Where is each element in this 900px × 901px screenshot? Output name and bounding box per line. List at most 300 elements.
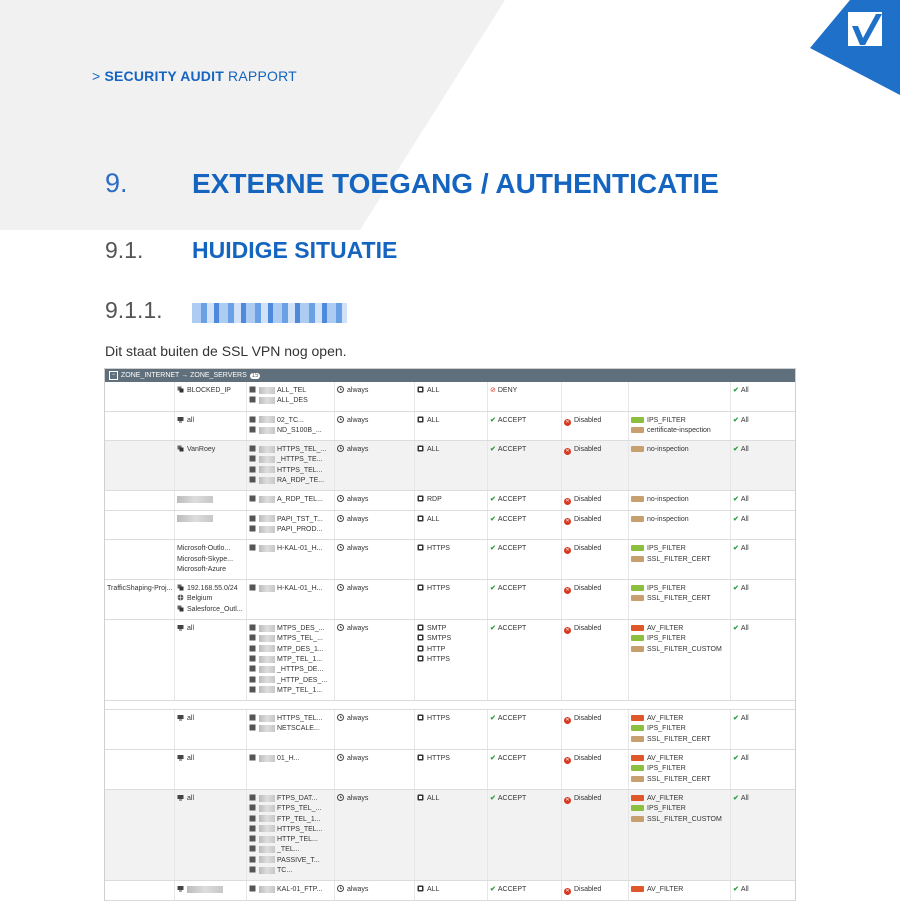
destination-line	[249, 426, 332, 436]
address-icon	[177, 386, 184, 393]
table-row[interactable]	[105, 881, 795, 900]
schedule-icon	[337, 584, 344, 591]
name-cell	[105, 491, 175, 509]
nat-cell	[562, 441, 629, 490]
schedule-line	[337, 515, 412, 525]
destination-line	[249, 845, 332, 855]
service-line	[417, 885, 485, 895]
source-line	[177, 495, 244, 505]
nat-line	[564, 515, 626, 525]
profile-line	[631, 794, 728, 804]
object-icon	[249, 804, 256, 811]
table-row[interactable]	[105, 620, 795, 701]
destination-value: HTTP_TEL...	[277, 836, 318, 844]
destination-value: H-KAL-01_H...	[277, 545, 323, 553]
security-profiles-cell	[629, 580, 731, 619]
service-value: HTTPS	[427, 545, 450, 553]
schedule-icon	[337, 544, 344, 551]
disabled-icon: ✕	[565, 717, 570, 724]
redacted-value	[259, 815, 275, 822]
checkmark-icon: ✔	[490, 545, 496, 553]
log-cell	[731, 382, 793, 411]
destination-line	[249, 416, 332, 426]
profile-value: IPS_FILTER	[647, 635, 686, 643]
action-value: DENY	[497, 387, 518, 394]
profile-value: SSL_FILTER_CUSTOM	[647, 645, 722, 653]
object-icon	[249, 754, 256, 761]
security-profiles-cell	[629, 441, 731, 490]
action-line	[490, 445, 559, 455]
destination-value: MTPS_DES_...	[277, 625, 325, 633]
action-cell	[488, 491, 562, 509]
schedule-icon	[337, 794, 344, 801]
schedule-icon	[337, 885, 344, 892]
action-value: ACCEPT	[497, 545, 527, 553]
source-value: 192.168.55.0/24	[187, 585, 238, 593]
destination-value: FTPS_DAT...	[277, 794, 318, 802]
log-value: All	[740, 585, 749, 593]
disabled-icon: ✕	[565, 757, 570, 764]
profile-line	[631, 624, 728, 634]
destination-line	[249, 655, 332, 665]
checkmark-icon: ✔	[490, 446, 496, 454]
source-line	[177, 445, 244, 455]
action-line	[490, 754, 559, 764]
destination-cell	[247, 620, 335, 700]
object-icon	[249, 525, 256, 532]
network-icon	[177, 794, 184, 801]
destination-cell	[247, 441, 335, 490]
log-value: All	[740, 387, 749, 394]
service-value: HTTPS	[427, 755, 450, 763]
service-icon	[417, 794, 424, 801]
redacted-value	[259, 427, 275, 434]
profile-value: IPS_FILTER	[647, 545, 686, 553]
address-icon	[177, 445, 184, 452]
ssl-profile-icon	[631, 595, 644, 601]
schedule-value: always	[347, 515, 369, 523]
header-rest: RAPPORT	[223, 68, 297, 84]
service-line	[417, 655, 485, 665]
schedule-cell	[335, 620, 415, 700]
schedule-icon	[337, 714, 344, 721]
schedule-line	[337, 495, 412, 505]
security-profiles-cell	[629, 790, 731, 880]
profile-line	[631, 645, 728, 655]
profile-value: AV_FILTER	[647, 715, 684, 723]
destination-cell	[247, 382, 335, 411]
name-cell	[105, 382, 175, 411]
service-line	[417, 624, 485, 634]
schedule-value: always	[347, 416, 369, 424]
service-cell	[415, 750, 488, 789]
schedule-value: always	[347, 715, 369, 723]
destination-value: 02_TC...	[277, 416, 304, 424]
service-icon	[417, 416, 424, 423]
profile-value: certificate-inspection	[647, 426, 711, 434]
service-cell	[415, 412, 488, 441]
destination-value: MTP_DES_1...	[277, 645, 324, 653]
service-icon	[417, 544, 424, 551]
destination-cell	[247, 750, 335, 789]
destination-value: PASSIVE_T...	[277, 856, 320, 864]
nat-value: Disabled	[574, 886, 602, 894]
profile-line	[631, 426, 728, 436]
destination-line	[249, 495, 332, 505]
action-cell	[488, 511, 562, 540]
ssl-profile-icon	[631, 776, 644, 782]
object-icon	[249, 386, 256, 393]
service-value: ALL	[427, 446, 440, 454]
table-row[interactable]	[105, 511, 795, 541]
service-icon	[417, 445, 424, 452]
checkmark-icon: ✔	[490, 515, 496, 523]
action-value: ACCEPT	[497, 416, 527, 424]
table-row[interactable]	[105, 491, 795, 510]
service-value: ALL	[427, 515, 440, 523]
destination-value: H-KAL-01_H...	[277, 585, 323, 593]
profile-line	[631, 515, 728, 525]
schedule-cell	[335, 790, 415, 880]
log-line	[733, 544, 791, 554]
object-icon	[249, 495, 256, 502]
source-cell	[175, 620, 247, 700]
firewall-policy-table	[104, 368, 796, 901]
schedule-line	[337, 794, 412, 804]
object-icon	[249, 724, 256, 731]
disabled-icon: ✕	[565, 796, 570, 803]
nat-value: Disabled	[574, 755, 602, 763]
service-icon	[417, 714, 424, 721]
nat-cell	[562, 710, 629, 749]
check-circle-icon: ✔	[733, 387, 739, 394]
nat-value: Disabled	[574, 515, 602, 523]
object-icon	[249, 815, 256, 822]
destination-line	[249, 584, 332, 594]
security-profiles-cell	[629, 710, 731, 749]
service-line	[417, 645, 485, 655]
action-cell	[488, 881, 562, 899]
name-cell	[105, 620, 175, 700]
service-value: ALL	[427, 387, 440, 394]
table-row[interactable]	[105, 710, 795, 750]
destination-cell	[247, 511, 335, 540]
schedule-cell	[335, 540, 415, 579]
profile-line	[631, 544, 728, 554]
service-cell	[415, 540, 488, 579]
name-cell	[105, 540, 175, 579]
action-line	[490, 794, 559, 804]
check-circle-icon: ✔	[733, 416, 739, 424]
destination-value: NETSCALE...	[277, 725, 320, 733]
disabled-icon: ✕	[565, 517, 570, 524]
check-circle-icon: ✔	[733, 625, 739, 633]
log-value: All	[740, 625, 749, 633]
nat-value: Disabled	[574, 496, 602, 504]
log-cell	[731, 412, 793, 441]
redacted-value	[259, 456, 275, 463]
av-profile-icon	[631, 795, 644, 801]
log-value: All	[740, 545, 749, 553]
redacted-value	[259, 666, 275, 673]
profile-line	[631, 764, 728, 774]
profile-value: no-inspection	[647, 496, 689, 504]
redacted-value	[259, 686, 275, 693]
destination-line	[249, 866, 332, 876]
security-profiles-cell	[629, 382, 731, 411]
table-row[interactable]	[105, 441, 795, 491]
nat-cell	[562, 881, 629, 899]
av-profile-icon	[631, 755, 644, 761]
source-value: VanRoey	[187, 446, 216, 454]
destination-line	[249, 835, 332, 845]
log-line	[733, 624, 791, 634]
action-line	[490, 624, 559, 634]
heading-1-number: 9.	[105, 168, 128, 198]
schedule-line	[337, 416, 412, 426]
source-line	[177, 565, 244, 575]
log-line	[733, 495, 791, 505]
object-icon	[249, 655, 256, 662]
destination-value: ALL_TEL	[277, 387, 307, 394]
schedule-cell	[335, 710, 415, 749]
object-icon	[249, 714, 256, 721]
nat-line	[564, 445, 626, 455]
destination-line	[249, 676, 332, 686]
log-cell	[731, 511, 793, 540]
redacted-value	[259, 515, 275, 522]
ssl-profile-icon	[631, 646, 644, 652]
profile-value: no-inspection	[647, 515, 689, 523]
destination-line	[249, 885, 332, 895]
check-circle-icon: ✔	[733, 794, 739, 802]
source-value: all	[187, 625, 195, 633]
schedule-cell	[335, 412, 415, 441]
profile-line	[631, 735, 728, 745]
redacted-value	[259, 867, 275, 874]
schedule-value: always	[347, 755, 369, 763]
security-profiles-cell	[629, 750, 731, 789]
service-cell	[415, 441, 488, 490]
heading-1-text: EXTERNE TOEGANG / AUTHENTICATIE	[192, 168, 719, 199]
service-line	[417, 714, 485, 724]
action-value: ACCEPT	[497, 794, 527, 802]
profile-value: SSL_FILTER_CERT	[647, 595, 711, 603]
destination-value: RA_RDP_TE...	[277, 477, 325, 485]
table-row[interactable]	[105, 750, 795, 790]
service-cell	[415, 511, 488, 540]
action-value: ACCEPT	[497, 515, 527, 523]
service-icon	[417, 754, 424, 761]
table-row[interactable]	[105, 382, 795, 412]
action-line	[490, 515, 559, 525]
redacted-value	[259, 725, 275, 732]
action-line	[490, 386, 559, 396]
check-circle-icon: ✔	[733, 446, 739, 454]
source-cell	[175, 750, 247, 789]
source-value: all	[187, 794, 195, 802]
action-cell	[488, 441, 562, 490]
redacted-value	[259, 416, 275, 423]
destination-value: PAPI_PROD...	[277, 525, 323, 533]
destination-value: ALL_DES	[277, 397, 308, 405]
action-cell	[488, 620, 562, 700]
schedule-cell	[335, 580, 415, 619]
schedule-icon	[337, 515, 344, 522]
table-row[interactable]	[105, 540, 795, 580]
log-value: All	[740, 416, 749, 424]
table-row[interactable]	[105, 412, 795, 442]
action-value: ACCEPT	[497, 496, 527, 504]
service-value: ALL	[427, 794, 440, 802]
destination-line	[249, 794, 332, 804]
redacted-value	[259, 387, 275, 394]
av-profile-icon	[631, 625, 644, 631]
log-cell	[731, 441, 793, 490]
schedule-value: always	[347, 794, 369, 802]
source-line	[177, 794, 244, 804]
object-icon	[249, 426, 256, 433]
profile-line	[631, 594, 728, 604]
schedule-cell	[335, 441, 415, 490]
header-bold: SECURITY AUDIT	[104, 68, 224, 84]
service-value: HTTPS	[427, 585, 450, 593]
service-cell	[415, 881, 488, 899]
schedule-line	[337, 885, 412, 895]
action-value: ACCEPT	[497, 585, 527, 593]
security-profiles-cell	[629, 491, 731, 509]
log-cell	[731, 580, 793, 619]
redacted-value	[259, 805, 275, 812]
object-icon	[249, 885, 256, 892]
name-cell	[105, 441, 175, 490]
nat-cell	[562, 511, 629, 540]
ssl-profile-icon	[631, 556, 644, 562]
schedule-line	[337, 714, 412, 724]
nat-value: Disabled	[574, 416, 602, 424]
disabled-icon: ✕	[565, 888, 570, 895]
object-icon	[249, 624, 256, 631]
table-row[interactable]	[105, 580, 795, 620]
service-icon	[417, 645, 424, 652]
table-row[interactable]	[105, 790, 795, 881]
destination-line	[249, 815, 332, 825]
destination-cell	[247, 580, 335, 619]
profile-value: AV_FILTER	[647, 794, 684, 802]
service-value: SMTP	[427, 625, 447, 633]
ssl-profile-icon	[631, 427, 644, 433]
service-value: SMTPS	[427, 635, 452, 643]
redacted-value	[259, 656, 275, 663]
destination-line	[249, 396, 332, 406]
security-profiles-cell	[629, 881, 731, 899]
destination-line	[249, 714, 332, 724]
log-line	[733, 584, 791, 594]
destination-value: _HTTPS_TE...	[277, 456, 323, 464]
redacted-value	[259, 886, 275, 893]
schedule-cell	[335, 511, 415, 540]
report-header	[92, 68, 297, 84]
source-line	[177, 584, 244, 594]
nat-value: Disabled	[574, 446, 602, 454]
destination-line	[249, 455, 332, 465]
redacted-value	[259, 825, 275, 832]
ssl-profile-icon	[631, 496, 644, 502]
service-icon	[417, 386, 424, 393]
heading-2-number: 9.1.	[105, 237, 144, 263]
schedule-value: always	[347, 545, 369, 553]
ssl-profile-icon	[631, 516, 644, 522]
service-value: RDP	[427, 496, 442, 504]
destination-value: 01_H...	[277, 755, 300, 763]
profile-line	[631, 584, 728, 594]
network-icon	[177, 624, 184, 631]
checkmark-icon: ✔	[490, 886, 496, 894]
nat-value: Disabled	[574, 715, 602, 723]
service-line	[417, 445, 485, 455]
profile-value: SSL_FILTER_CERT	[647, 735, 711, 743]
service-cell	[415, 710, 488, 749]
source-line	[177, 754, 244, 764]
company-logo	[810, 0, 900, 95]
check-circle-icon: ✔	[733, 515, 739, 523]
destination-value: FTPS_TEL_...	[277, 805, 322, 813]
profile-value: SSL_FILTER_CERT	[647, 775, 711, 783]
profile-line	[631, 724, 728, 734]
log-cell	[731, 881, 793, 899]
redacted-value	[187, 886, 223, 893]
profile-line	[631, 555, 728, 565]
security-profiles-cell	[629, 540, 731, 579]
source-value: Microsoft-Outlo...	[177, 545, 231, 553]
destination-line	[249, 665, 332, 675]
object-icon	[249, 825, 256, 832]
av-profile-icon	[631, 886, 644, 892]
log-value: All	[740, 794, 749, 802]
log-value: All	[740, 496, 749, 504]
destination-value: KAL-01_FTP...	[277, 886, 323, 894]
object-icon	[249, 835, 256, 842]
destination-cell	[247, 881, 335, 899]
log-value: All	[740, 755, 749, 763]
schedule-icon	[337, 754, 344, 761]
schedule-cell	[335, 491, 415, 509]
ips-profile-icon	[631, 417, 644, 423]
object-icon	[249, 866, 256, 873]
log-cell	[731, 790, 793, 880]
service-icon	[417, 584, 424, 591]
source-line	[177, 386, 244, 396]
address-icon	[177, 605, 184, 612]
destination-cell	[247, 710, 335, 749]
policy-group-header[interactable]	[105, 369, 795, 382]
collapse-icon[interactable]: −	[109, 371, 118, 380]
redacted-value	[259, 715, 275, 722]
destination-line	[249, 624, 332, 634]
av-profile-icon	[631, 715, 644, 721]
object-icon	[249, 845, 256, 852]
service-line	[417, 754, 485, 764]
redacted-value	[177, 496, 213, 503]
service-icon	[417, 885, 424, 892]
security-profiles-cell	[629, 511, 731, 540]
profile-line	[631, 445, 728, 455]
object-icon	[249, 584, 256, 591]
nat-value: Disabled	[574, 794, 602, 802]
destination-value: A_RDP_TEL...	[277, 496, 323, 504]
profile-value: AV_FILTER	[647, 625, 684, 633]
destination-line	[249, 466, 332, 476]
